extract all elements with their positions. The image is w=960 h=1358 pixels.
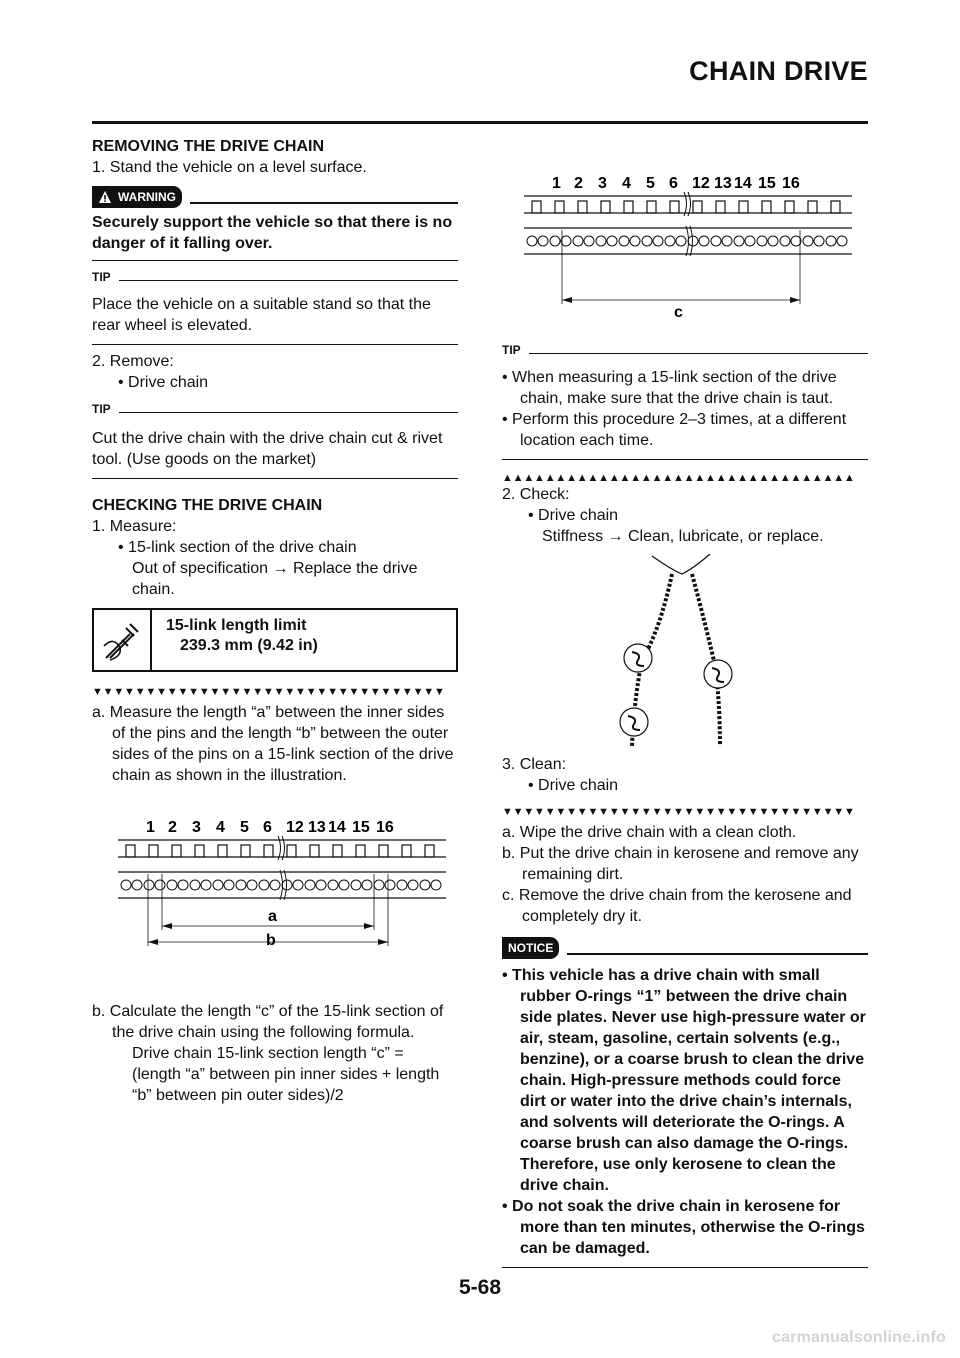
tip2-header <box>92 399 458 420</box>
chain-plate <box>218 845 227 857</box>
chain-roller <box>328 880 338 890</box>
chain-roller <box>653 236 663 246</box>
tip1-label: TIP <box>92 270 111 284</box>
link-number: 3 <box>598 175 607 192</box>
tip2-label: TIP <box>92 402 111 416</box>
substep-b: b. Calculate the length “c” of the 15-link section of the drive chain using the following formula. <box>92 1003 444 1041</box>
link-number: 2 <box>168 819 177 836</box>
chain-roller <box>397 880 407 890</box>
link-number: 12 <box>286 819 304 836</box>
link-number: 6 <box>669 175 678 192</box>
chain-roller <box>550 236 560 246</box>
spec-box <box>92 608 458 672</box>
remove-step-2-item: • Drive chain <box>118 374 209 391</box>
link-number: 16 <box>376 819 394 836</box>
check-step-2: 2. Check: <box>502 486 570 503</box>
chain-roller <box>711 236 721 246</box>
spec-value: 239.3 mm (9.42 in) <box>180 637 318 654</box>
chain-roller <box>630 236 640 246</box>
link-number: 3 <box>192 819 201 836</box>
notice-badge <box>502 937 559 959</box>
warning-text: Securely support the vehicle so that there is no danger of it falling over. <box>92 214 453 252</box>
link-number: 5 <box>240 819 249 836</box>
chain-plate <box>532 201 541 213</box>
check-step-1-item: • 15-link section of the drive chain <box>118 539 357 556</box>
chain-roller <box>155 880 165 890</box>
link-number: 2 <box>574 175 583 192</box>
chain-roller <box>351 880 361 890</box>
chain-roller <box>527 236 537 246</box>
chain-roller <box>362 880 372 890</box>
chain-plate <box>762 201 771 213</box>
chain-plate <box>172 845 181 857</box>
chain-plate <box>831 201 840 213</box>
chain-roller <box>699 236 709 246</box>
chain-roller <box>676 236 686 246</box>
chain-diagram-c <box>518 170 858 320</box>
chain-plate <box>716 201 725 213</box>
link-number: 1 <box>146 819 155 836</box>
chain-plate <box>425 845 434 857</box>
clean-substep-a: a. Wipe the drive chain with a clean cloth. <box>502 824 797 841</box>
clean-substep-c: c. Remove the drive chain from the kerosene and completely dry it. <box>502 887 852 925</box>
check-step-2-detail: Stiffness → Clean, lubricate, or replace. <box>542 528 824 545</box>
chain-roller <box>826 236 836 246</box>
link-number: 14 <box>734 175 752 192</box>
chain-roller <box>757 236 767 246</box>
steps-end-marker: ▲▲▲▲▲▲▲▲▲▲▲▲▲▲▲▲▲▲▲▲▲▲▲▲▲▲▲▲▲▲▲▲▲ <box>502 472 855 484</box>
chain-plate <box>555 201 564 213</box>
notice-item-1: • This vehicle has a drive chain with small rubber O-rings “1” between the drive chain side plates. Never use high-pressure water or air, steam, gasoline, certain solvents (e.g., benzine), or a coarse brush to clean the drive chain. High-pressure methods could force dirt or water into the drive chain’s internals, and solvents will deteriorate the O-rings. A coarse brush can also damage the O-rings. Therefore, use only kerosene to clean the drive chain. <box>502 967 866 1194</box>
chain-roller <box>420 880 430 890</box>
chain-roller <box>270 880 280 890</box>
chain-plate <box>402 845 411 857</box>
chain-plate <box>195 845 204 857</box>
chain-roller <box>780 236 790 246</box>
chain-roller <box>573 236 583 246</box>
chain-roller <box>607 236 617 246</box>
chain-roller <box>132 880 142 890</box>
chain-plate <box>739 201 748 213</box>
chain-roller <box>538 236 548 246</box>
chain-plate <box>333 845 342 857</box>
substep-a: a. Measure the length “a” between the inner sides of the pins and the length “b” between the outer sides of the pins on a 15-link section of the drive chain as shown in the illustration. <box>92 704 454 784</box>
link-number: 5 <box>646 175 655 192</box>
chain-roller <box>561 236 571 246</box>
link-number: 14 <box>328 819 346 836</box>
warning-label: WARNING <box>118 189 176 204</box>
check-spec-line-2: chain. <box>132 581 175 598</box>
chain-plate <box>693 201 702 213</box>
link-number: 13 <box>308 819 326 836</box>
chain-roller <box>236 880 246 890</box>
chain-roller <box>144 880 154 890</box>
spec-title: 15-link length limit <box>166 617 307 634</box>
link-number: 4 <box>216 819 225 836</box>
remove-step-1: 1. Stand the vehicle on a level surface. <box>92 159 367 176</box>
right-column-lower <box>502 754 868 1268</box>
chain-roller <box>814 236 824 246</box>
chain-roller <box>619 236 629 246</box>
chain-roller <box>305 880 315 890</box>
chain-roller <box>722 236 732 246</box>
chain-roller <box>745 236 755 246</box>
chain-plate <box>785 201 794 213</box>
chain-plate <box>808 201 817 213</box>
link-number: 15 <box>352 819 370 836</box>
header-rule <box>92 121 868 124</box>
formula-line-1: Drive chain 15-link section length “c” = <box>132 1045 404 1062</box>
chain-roller <box>665 236 675 246</box>
chain-roller <box>431 880 441 890</box>
section-heading-checking: CHECKING THE DRIVE CHAIN <box>92 497 323 514</box>
footer-site-url: carmanualsonline.info <box>771 1329 946 1346</box>
clean-steps-start-marker: ▼▼▼▼▼▼▼▼▼▼▼▼▼▼▼▼▼▼▼▼▼▼▼▼▼▼▼▼▼▼▼▼▼ <box>502 806 855 818</box>
chain-roller <box>803 236 813 246</box>
left-column <box>92 136 458 786</box>
link-number: 15 <box>758 175 776 192</box>
tip-right-label: TIP <box>502 343 521 357</box>
notice-label: NOTICE <box>508 940 554 955</box>
chain-roller <box>224 880 234 890</box>
remove-step-2: 2. Remove: <box>92 353 174 370</box>
label-a: a <box>268 908 277 925</box>
chain-plate <box>601 201 610 213</box>
chain-plate <box>149 845 158 857</box>
chain-plate <box>287 845 296 857</box>
hanging-chain-diagram <box>612 550 762 750</box>
left-column-lower <box>92 1001 458 1106</box>
link-number: 6 <box>263 819 272 836</box>
tip-right-item-2: • Perform this procedure 2–3 times, at a different location each time. <box>502 411 847 449</box>
notice-header <box>502 937 868 959</box>
chain-plate <box>670 201 679 213</box>
chain-plate <box>379 845 388 857</box>
chain-roller <box>408 880 418 890</box>
chain-roller <box>201 880 211 890</box>
chain-roller <box>642 236 652 246</box>
chain-roller <box>293 880 303 890</box>
page-title: CHAIN DRIVE <box>689 56 868 86</box>
notice-item-2: • Do not soak the drive chain in kerosene for more than ten minutes, otherwise the O-rings can be damaged. <box>502 1198 865 1257</box>
link-number: 1 <box>552 175 561 192</box>
warning-header <box>92 186 458 208</box>
chain-roller <box>374 880 384 890</box>
formula-line-2: (length “a” between pin inner sides + length “b” between pin outer sides)/2 <box>132 1066 440 1104</box>
link-number: 12 <box>692 175 710 192</box>
chain-roller <box>339 880 349 890</box>
steps-start-marker: ▼▼▼▼▼▼▼▼▼▼▼▼▼▼▼▼▼▼▼▼▼▼▼▼▼▼▼▼▼▼▼▼▼ <box>92 686 445 698</box>
chain-plate <box>624 201 633 213</box>
warning-icon <box>98 190 112 204</box>
chain-roller <box>734 236 744 246</box>
tip1-text: Place the vehicle on a suitable stand so that the rear wheel is elevated. <box>92 296 431 334</box>
chain-roller <box>316 880 326 890</box>
chain-plate <box>126 845 135 857</box>
chain-roller <box>167 880 177 890</box>
tip1-header <box>92 267 458 288</box>
tip-right-item-1: • When measuring a 15-link section of the drive chain, make sure that the drive chain is taut. <box>502 369 837 407</box>
page-number: 5-68 <box>458 1276 502 1299</box>
tip2-text: Cut the drive chain with the drive chain cut & rivet tool. (Use goods on the market) <box>92 430 443 468</box>
chain-plate <box>310 845 319 857</box>
warning-badge <box>92 186 182 208</box>
chain-roller <box>178 880 188 890</box>
chain-plate <box>356 845 365 857</box>
caliper-icon <box>94 610 152 670</box>
link-number: 13 <box>714 175 732 192</box>
label-c: c <box>674 304 683 320</box>
chain-roller <box>121 880 131 890</box>
chain-roller <box>247 880 257 890</box>
chain-roller <box>213 880 223 890</box>
check-spec-line-1: Out of specification → Replace the drive <box>132 560 418 577</box>
clean-step-3: 3. Clean: <box>502 756 567 773</box>
link-number: 16 <box>782 175 800 192</box>
chain-plate <box>264 845 273 857</box>
right-column <box>502 340 868 547</box>
link-number: 4 <box>622 175 631 192</box>
chain-diagram-ab <box>112 812 452 952</box>
chain-roller <box>584 236 594 246</box>
clean-step-3-item: • Drive chain <box>528 777 619 794</box>
label-b: b <box>266 932 276 949</box>
check-step-1: 1. Measure: <box>92 518 177 535</box>
chain-roller <box>596 236 606 246</box>
chain-roller <box>791 236 801 246</box>
chain-roller <box>259 880 269 890</box>
chain-roller <box>385 880 395 890</box>
chain-plate <box>647 201 656 213</box>
chain-roller <box>190 880 200 890</box>
clean-substep-b: b. Put the drive chain in kerosene and remove any remaining dirt. <box>502 845 859 883</box>
chain-plate <box>578 201 587 213</box>
section-heading-removing: REMOVING THE DRIVE CHAIN <box>92 138 325 155</box>
chain-plate <box>241 845 250 857</box>
tip-right-header <box>502 340 868 361</box>
chain-roller <box>837 236 847 246</box>
chain-roller <box>768 236 778 246</box>
check-step-2-item: • Drive chain <box>528 507 619 524</box>
